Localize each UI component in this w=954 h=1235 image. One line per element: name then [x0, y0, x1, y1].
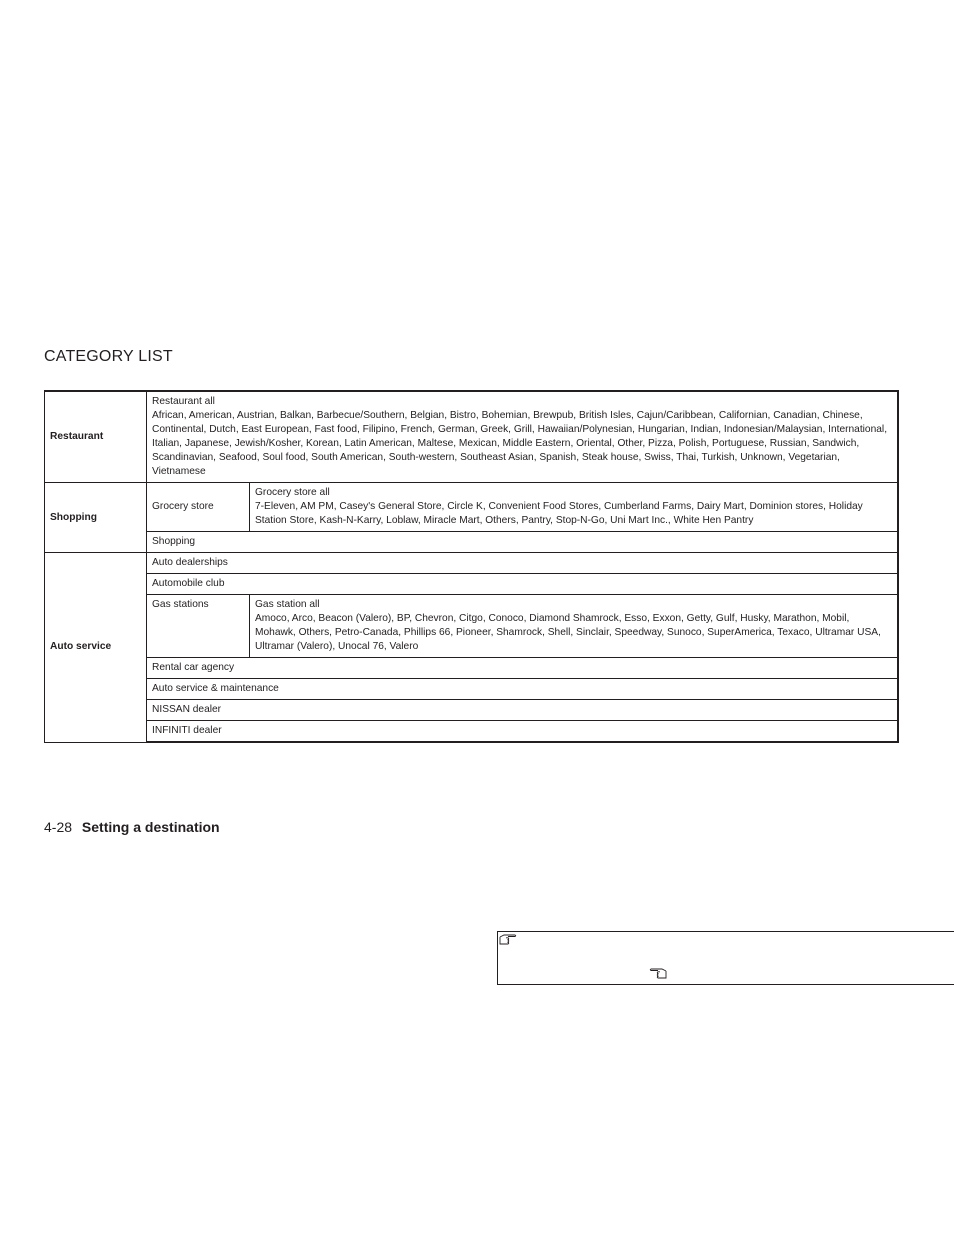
rental-car-agency: Rental car agency: [147, 658, 898, 679]
auto-service-maintenance: Auto service & maintenance: [147, 679, 898, 700]
restaurant-all: Restaurant all: [152, 396, 215, 407]
gas-all: Gas station all: [255, 599, 320, 610]
table-row: [45, 483, 898, 532]
pointing-hand-icon: [647, 967, 667, 979]
infiniti-dealer: INFINITI dealer: [147, 721, 898, 743]
section-title: Setting a destination: [81, 819, 220, 835]
page-title: CATEGORY LIST: [44, 348, 173, 365]
gas-items: Amoco, Arco, Beacon (Valero), BP, Chevron, Citgo, Conoco, Diamond Shamrock, Esso, Exxon, Getty, Gulf, Husky, Marathon, Mobil, Mohawk, Others, Petro-Canada, Phillips 66, Pioneer, Shamrock, Shell, Sinclair, Speedway, Sunoco, SuperAmerica, Texaco, Ultramar USA, Ultramar (Valero), Unocal 76, Valero: [255, 613, 881, 652]
category-table: [44, 390, 899, 743]
category-shopping: Shopping: [45, 483, 147, 553]
grocery-cell: [250, 483, 898, 532]
nissan-dealer: NISSAN dealer: [147, 700, 898, 721]
table-row: [45, 595, 898, 658]
table-row: [45, 574, 898, 595]
auto-dealerships: Auto dealerships: [147, 553, 898, 574]
note-box: [497, 931, 954, 985]
table-row: [45, 700, 898, 721]
gas-stations-label: Gas stations: [147, 595, 250, 658]
category-restaurant: Restaurant: [45, 391, 147, 483]
restaurant-cell: [147, 391, 898, 483]
page-footer: [44, 819, 220, 835]
table-row: [45, 658, 898, 679]
gas-cell: [250, 595, 898, 658]
grocery-all: Grocery store all: [255, 487, 330, 498]
table-row: [45, 553, 898, 574]
page-number: 4-28: [44, 819, 73, 835]
automobile-club: Automobile club: [147, 574, 898, 595]
table-row: [45, 532, 898, 553]
table-row: [45, 721, 898, 743]
restaurant-subtypes: African, American, Austrian, Balkan, Barbecue/Southern, Belgian, Bistro, Bohemian, Brewpub, British Isles, Cajun/Caribbean, Californian, Canadian, Chinese, Continental, Dutch, East European, Fast food, Filipino, French, German, Greek, Grill, Hawaiian/Polynesian, Hungarian, Indian, Indonesian/Malaysian, International, Italian, Japanese, Jewish/Kosher, Korean, Latin American, Maltese, Mexican, Middle Eastern, Oriental, Other, Pizza, Polish, Portuguese, Russian, Sandwich, Scandinavian, Seafood, Soul food, South American, South-western, Southeast Asian, Spanish, Steak house, Swiss, Thai, Turkish, Unknown, Vegetarian, Vietnamese: [152, 410, 888, 477]
shopping-label: Shopping: [147, 532, 898, 553]
table-row: [45, 391, 898, 483]
grocery-store-label: Grocery store: [147, 483, 250, 532]
table-row: [45, 679, 898, 700]
category-auto-service: Auto service: [45, 553, 147, 743]
pointing-hand-icon: [499, 933, 517, 945]
grocery-items: 7-Eleven, AM PM, Casey's General Store, Circle K, Convenient Food Stores, Cumberland Farms, Dairy Mart, Dominion stores, Holiday Station Store, Kash-N-Karry, Loblaw, Miracle Mart, Others, Pantry, Stop-N-Go, Uni Mart Inc., White Hen Pantry: [255, 501, 863, 526]
